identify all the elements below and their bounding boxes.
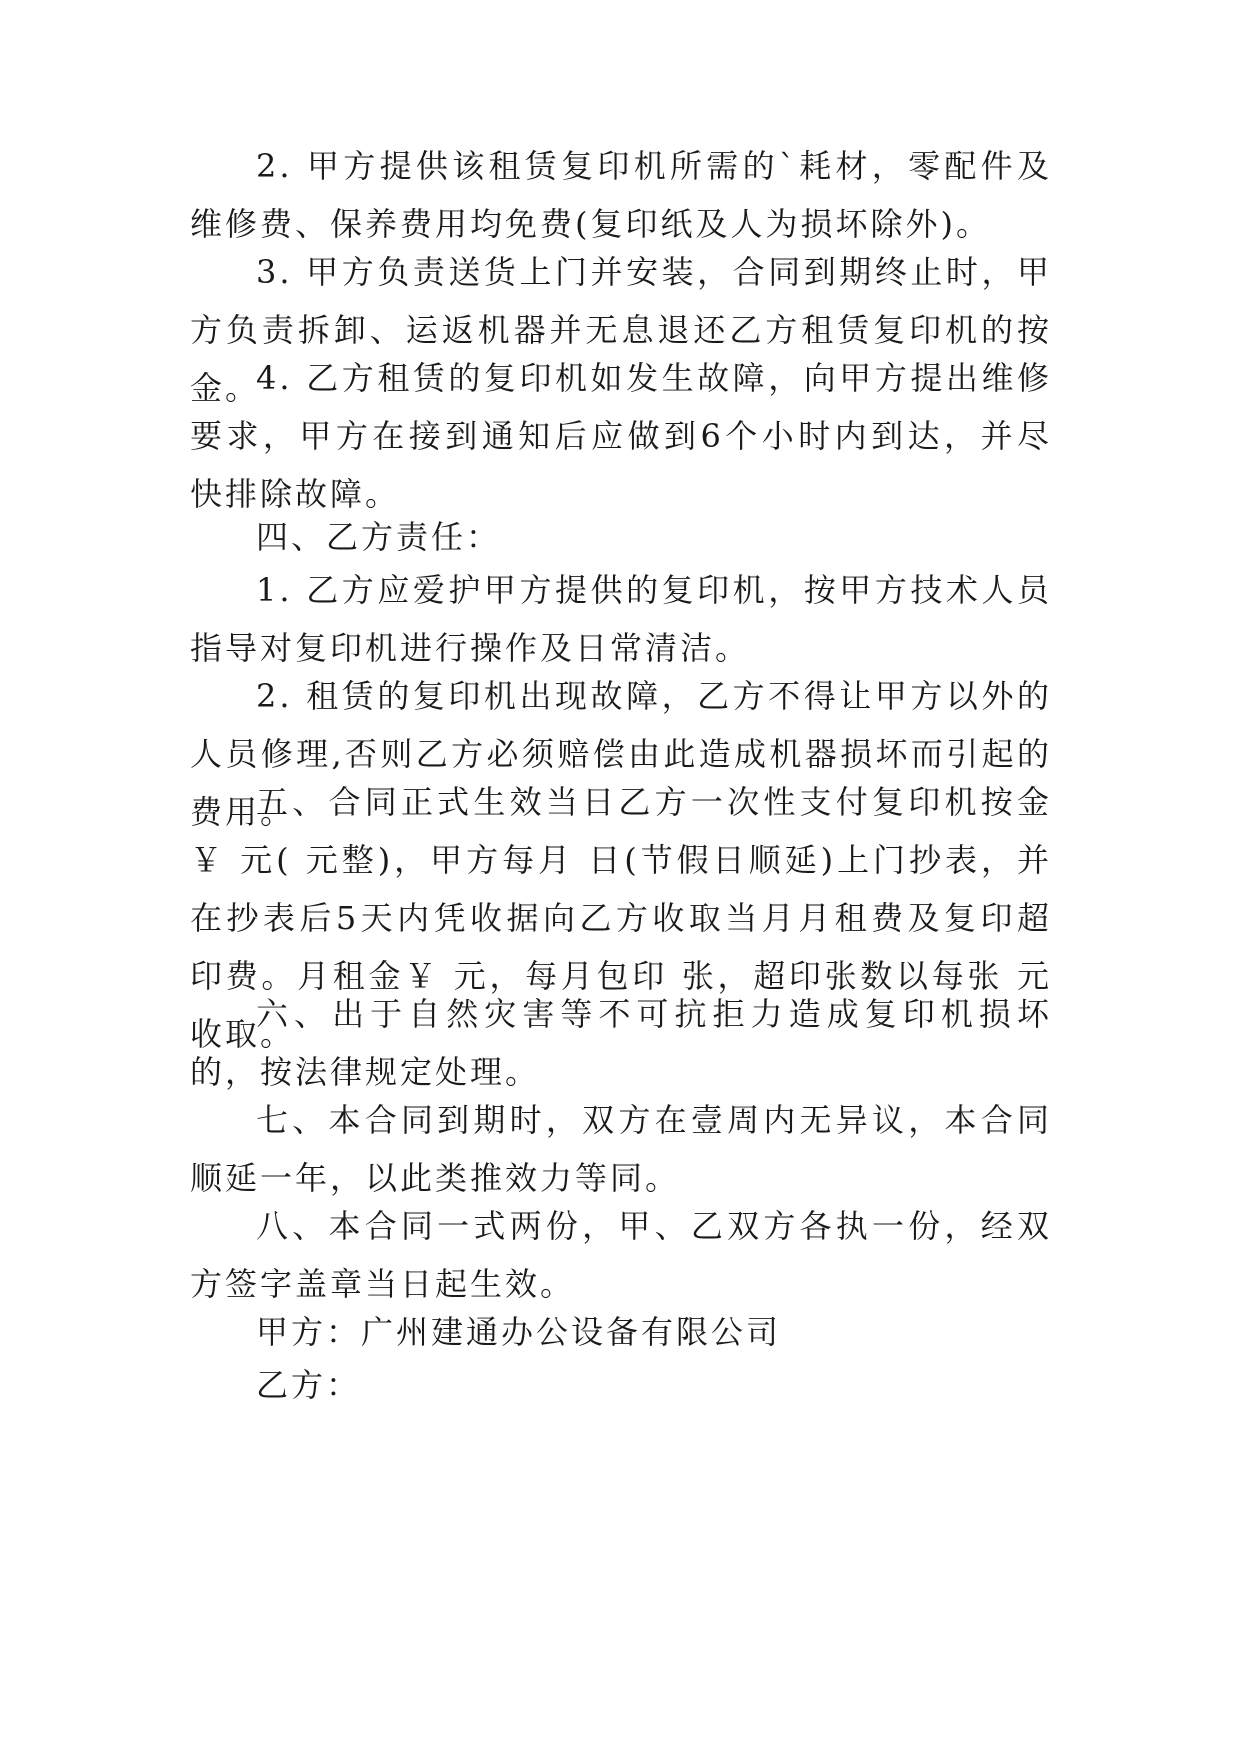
paragraph-copies: 八、本合同一式两份，甲、乙双方各执一份，经双方签字盖章当日起生效。: [190, 1207, 1052, 1303]
paragraph-force-majeure: 六、出于自然灾害等不可抗拒力造成复印机损坏的，按法律规定处理。: [190, 995, 1052, 1091]
paragraph-care: 1. 乙方应爱护甲方提供的复印机，按甲方技术人员指导对复印机进行操作及日常清洁。: [190, 571, 1052, 667]
paragraph-delivery: 3. 甲方负责送货上门并安装，合同到期终止时，甲方负责拆卸、运返机器并无息退还乙方租赁复印机的按金。: [190, 253, 1052, 407]
paragraph-renewal: 七、本合同到期时，双方在壹周内无异议，本合同顺延一年，以此类推效力等同。: [190, 1101, 1052, 1197]
party-a-signature-line: 甲方：广州建通办公设备有限公司: [256, 1313, 782, 1351]
section-heading-party-b-duties: 四、乙方责任：: [256, 518, 502, 556]
party-b-signature-line: 乙方：: [256, 1366, 362, 1404]
paragraph-consumables: 2. 甲方提供该租赁复印机所需的`耗材，零配件及维修费、保养费用均免费(复印纸及人为损坏除外)。: [190, 147, 1052, 243]
paragraph-payment-terms: 五、合同正式生效当日乙方一次性支付复印机按金 ￥ 元( 元整)，甲方每月 日(节假日顺延)上门抄表，并在抄表后5天内凭收据向乙方收取当月月租费及复印超印费。月租金￥ 元，每月包印 张，超印张数以每张 元收取。: [190, 783, 1052, 1053]
paragraph-repair: 4. 乙方租赁的复印机如发生故障，向甲方提出维修要求，甲方在接到通知后应做到6个小时内到达，并尽快排除故障。: [190, 359, 1052, 513]
paragraph-no-third-party-repair: 2. 租赁的复印机出现故障，乙方不得让甲方以外的人员修理,否则乙方必须赔偿由此造成机器损坏而引起的费用。: [190, 677, 1052, 831]
